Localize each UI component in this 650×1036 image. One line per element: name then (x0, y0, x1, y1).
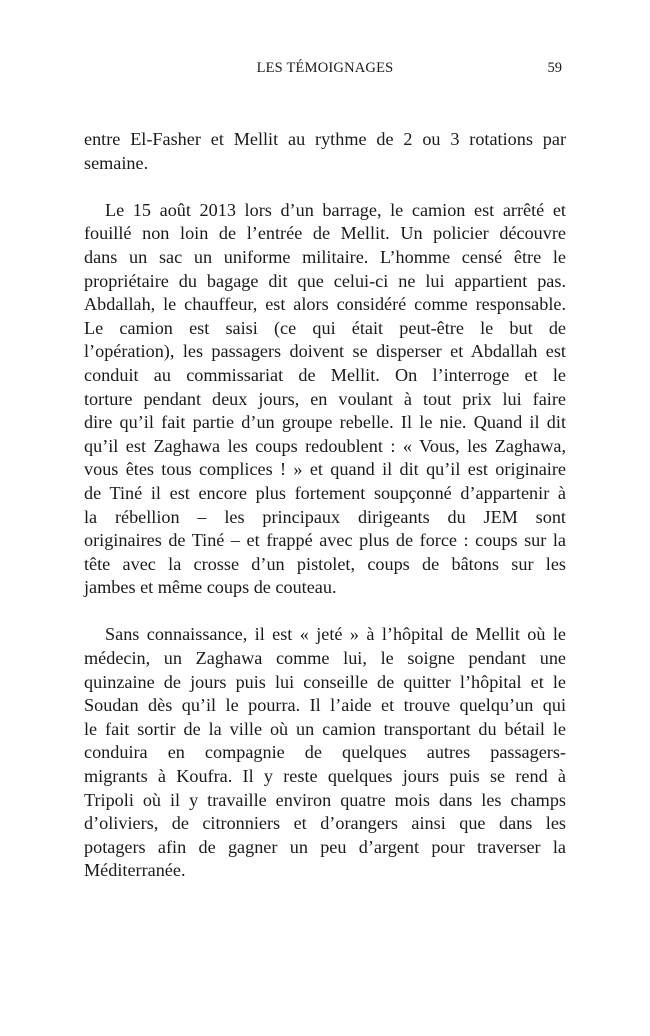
text-line: jambes et même coups de couteau. (84, 577, 337, 598)
text-line: torture pendant deux jours, en voulant à tout prix lui faire (84, 388, 566, 409)
text-line: la rébellion – les principaux dirigeants du JEM sont (84, 506, 566, 527)
running-title: LES TÉMOIGNAGES (256, 60, 394, 76)
text-line: originaires de Tiné – et frappé avec plus de force : coups sur la (84, 530, 566, 551)
text-line: l’opération), les passagers doivent se disperser et Abdallah est (84, 341, 566, 362)
text-line: vous êtes tous complices ! » et quand il dit qu’il est originaire (84, 459, 566, 480)
text-line: le fait sortir de la ville où un camion transportant du bétail le (84, 718, 566, 739)
text-line: potagers afin de gagner un peu d’argent pour traverser la (84, 836, 566, 857)
text-line: Le 15 août 2013 lors d’un barrage, le camion est arrêté et (105, 199, 566, 220)
text-line: fouillé non loin de l’entrée de Mellit. Un policier découvre (84, 223, 566, 244)
text-line: conduira en compagnie de quelques autres passagers- (84, 742, 566, 763)
text-line: tête avec la crosse d’un pistolet, coups de bâtons sur les (84, 553, 566, 574)
paragraph-spacer (84, 175, 566, 199)
text-line: Le camion est saisi (ce qui était peut-être le but de (84, 317, 566, 338)
body-text (84, 128, 566, 883)
text-line: qu’il est Zaghawa les coups redoublent : « Vous, les Zaghawa, (84, 435, 566, 456)
text-line: Soudan dès qu’il le pourra. Il l’aide et trouve quelqu’un qui (84, 695, 566, 716)
paragraph-hospital (84, 623, 566, 883)
text-line: Tripoli où il y travaille environ quatre mois dans les champs (84, 789, 566, 810)
paragraph-barrage (84, 199, 566, 600)
paragraph-spacer (84, 600, 566, 624)
text-line: propriétaire du bagage dit que celui-ci ne lui appartient pas. (84, 270, 566, 291)
text-line: entre El-Fasher et Mellit au rythme de 2 ou 3 rotations par (84, 129, 566, 149)
text-line: dire qu’il fait partie d’un groupe rebelle. Il le nie. Quand il dit (84, 412, 566, 433)
text-line: dans un sac un uniforme militaire. L’homme censé être le (84, 246, 566, 267)
text-line: Sans connaissance, il est « jeté » à l’hôpital de Mellit où le (105, 624, 566, 645)
paragraph-continuation (84, 128, 566, 175)
text-line: semaine. (84, 152, 149, 173)
text-line: Abdallah, le chauffeur, est alors considéré comme responsable. (84, 294, 566, 315)
text-line: de Tiné il est encore plus fortement soupçonné d’appartenir à (84, 482, 566, 503)
page-number: 59 (547, 60, 562, 76)
text-line: médecin, un Zaghawa comme lui, le soigne pendant une (84, 648, 566, 669)
running-header (84, 60, 566, 82)
text-line: d’oliviers, de citronniers et d’orangers ainsi que dans les (84, 813, 566, 834)
text-line: migrants à Koufra. Il y reste quelques jours puis se rend à (84, 766, 566, 787)
text-line: quinzaine de jours puis lui conseille de quitter l’hôpital et le (84, 671, 566, 692)
text-line: Méditerranée. (84, 860, 186, 881)
text-line: conduit au commissariat de Mellit. On l’interroge et le (84, 364, 566, 385)
